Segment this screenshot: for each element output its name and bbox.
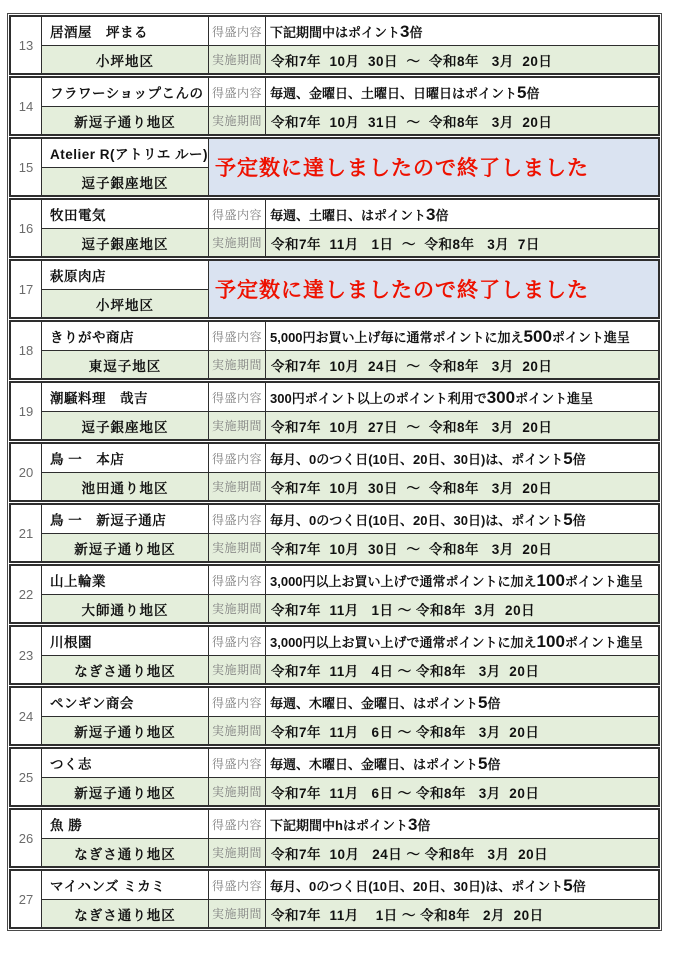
- shop-entry: [9, 686, 660, 746]
- label-content: 得盛内容: [208, 78, 265, 106]
- label-period: 実施期間: [208, 899, 265, 927]
- entry-body: [42, 200, 658, 256]
- campaign-content: 5,000円お買い上げ毎に通常ポイントに加え 500 ポイント進呈: [265, 322, 658, 350]
- entry-number: 19: [11, 383, 42, 439]
- campaign-period: 令和7年 10月 30日 ～ 令和8年 3月 20日: [265, 533, 658, 561]
- label-period: 実施期間: [208, 533, 265, 561]
- entry-number: 20: [11, 444, 42, 500]
- shop-entry: [9, 381, 660, 441]
- label-period: 実施期間: [208, 472, 265, 500]
- terminated-notice: 予定数に達しましたので終了しました: [208, 139, 658, 195]
- entry-body: [42, 627, 658, 683]
- label-content: 得盛内容: [208, 749, 265, 777]
- campaign-period: 令和7年 10月 27日 ～ 令和8年 3月 20日: [265, 411, 658, 439]
- district-name: 新逗子通り地区: [42, 533, 208, 561]
- label-period: 実施期間: [208, 655, 265, 683]
- district-name: 逗子銀座地区: [42, 411, 208, 439]
- campaign-content: 下記期間中はポイント 3 倍: [265, 17, 658, 45]
- entry-body: [42, 688, 658, 744]
- shop-entry: [9, 76, 660, 136]
- terminated-notice: 予定数に達しましたので終了しました: [208, 261, 658, 317]
- entry-number: 16: [11, 200, 42, 256]
- shops-table: [7, 13, 662, 931]
- label-period: 実施期間: [208, 716, 265, 744]
- entry-number: 26: [11, 810, 42, 866]
- campaign-content: 毎月、0のつく日(10日、20日、30日)は、ポイント 5 倍: [265, 505, 658, 533]
- campaign-content: 3,000円以上お買い上げで通常ポイントに加え 100 ポイント進呈: [265, 566, 658, 594]
- entry-body: [42, 322, 658, 378]
- label-period: 実施期間: [208, 838, 265, 866]
- campaign-content: 毎週、木曜日、金曜日、はポイント 5 倍: [265, 749, 658, 777]
- district-name: なぎさ通り地区: [42, 838, 208, 866]
- entry-body: [42, 810, 658, 866]
- entry-number: 15: [11, 139, 42, 195]
- label-period: 実施期間: [208, 106, 265, 134]
- campaign-content: 毎週、木曜日、金曜日、はポイント 5 倍: [265, 688, 658, 716]
- shop-entry: [9, 808, 660, 868]
- campaign-period: 令和7年 11月 6日 ～ 令和8年 3月 20日: [265, 777, 658, 805]
- shop-entry: [9, 259, 660, 319]
- campaign-content: 下記期間中hはポイント 3 倍: [265, 810, 658, 838]
- label-content: 得盛内容: [208, 871, 265, 899]
- entry-body: [42, 383, 658, 439]
- entry-number: 21: [11, 505, 42, 561]
- campaign-content: 毎週、金曜日、土曜日、日曜日はポイント 5 倍: [265, 78, 658, 106]
- shop-entry: [9, 747, 660, 807]
- label-content: 得盛内容: [208, 505, 265, 533]
- shop-name: 牧田電気: [50, 208, 106, 223]
- shop-entry: [9, 503, 660, 563]
- shop-entry: [9, 442, 660, 502]
- district-name: 小坪地区: [42, 45, 208, 73]
- campaign-period: 令和7年 10月 24日 ～ 令和8年 3月 20日: [265, 350, 658, 378]
- campaign-period: 令和7年 11月 6日 ～ 令和8年 3月 20日: [265, 716, 658, 744]
- district-name: 池田通り地区: [42, 472, 208, 500]
- district-name: 新逗子通り地区: [42, 716, 208, 744]
- entry-number: 17: [11, 261, 42, 317]
- campaign-content: 300円ポイント以上のポイント利用で 300 ポイント進呈: [265, 383, 658, 411]
- entry-body: [42, 566, 658, 622]
- shop-name: つく志: [50, 757, 92, 772]
- label-content: 得盛内容: [208, 322, 265, 350]
- shop-name: 潮騒料理 哉吉: [50, 391, 148, 406]
- shop-name: Atelier R(アトリエ ルー): [50, 147, 208, 162]
- shop-name: 川根園: [50, 635, 92, 650]
- label-period: 実施期間: [208, 777, 265, 805]
- campaign-period: 令和7年 11月 1日 ～ 令和8年 3月 7日: [265, 228, 658, 256]
- label-content: 得盛内容: [208, 200, 265, 228]
- campaign-period: 令和7年 10月 24日 ～ 令和8年 3月 20日: [265, 838, 658, 866]
- label-content: 得盛内容: [208, 627, 265, 655]
- shop-entry: [9, 625, 660, 685]
- label-period: 実施期間: [208, 594, 265, 622]
- entry-body: [42, 749, 658, 805]
- shop-name: 山上輪業: [50, 574, 106, 589]
- entry-number: 24: [11, 688, 42, 744]
- campaign-period: 令和7年 11月 1日 ～ 令和8年 2月 20日: [265, 899, 658, 927]
- entry-number: 23: [11, 627, 42, 683]
- label-period: 実施期間: [208, 228, 265, 256]
- district-name: 逗子銀座地区: [42, 167, 208, 195]
- entry-number: 14: [11, 78, 42, 134]
- label-content: 得盛内容: [208, 17, 265, 45]
- district-name: なぎさ通り地区: [42, 899, 208, 927]
- label-content: 得盛内容: [208, 383, 265, 411]
- district-name: 大師通り地区: [42, 594, 208, 622]
- shop-entry: [9, 320, 660, 380]
- label-content: 得盛内容: [208, 444, 265, 472]
- entry-body: [42, 139, 658, 195]
- label-content: 得盛内容: [208, 566, 265, 594]
- campaign-period: 令和7年 11月 4日 ～ 令和8年 3月 20日: [265, 655, 658, 683]
- shop-name: 居酒屋 坪まる: [50, 25, 148, 40]
- district-name: 逗子銀座地区: [42, 228, 208, 256]
- campaign-content: 毎月、0のつく日(10日、20日、30日)は、ポイント 5 倍: [265, 871, 658, 899]
- entry-number: 27: [11, 871, 42, 927]
- label-period: 実施期間: [208, 350, 265, 378]
- campaign-content: 毎月、0のつく日(10日、20日、30日)は、ポイント 5 倍: [265, 444, 658, 472]
- shop-name: 鳥 一 本店: [50, 452, 125, 467]
- campaign-period: 令和7年 10月 30日 ～ 令和8年 3月 20日: [265, 45, 658, 73]
- campaign-period: 令和7年 10月 31日 ～ 令和8年 3月 20日: [265, 106, 658, 134]
- shop-name: 萩原肉店: [50, 269, 106, 284]
- shop-name: マイハンズ ミカミ: [50, 879, 166, 894]
- campaign-period: 令和7年 10月 30日 ～ 令和8年 3月 20日: [265, 472, 658, 500]
- label-content: 得盛内容: [208, 810, 265, 838]
- label-content: 得盛内容: [208, 688, 265, 716]
- entry-body: [42, 871, 658, 927]
- label-period: 実施期間: [208, 45, 265, 73]
- shop-name: きりがや商店: [50, 330, 134, 345]
- shop-name: 魚 勝: [50, 818, 83, 833]
- district-name: 小坪地区: [42, 289, 208, 317]
- label-period: 実施期間: [208, 411, 265, 439]
- entry-number: 22: [11, 566, 42, 622]
- shop-entry: [9, 137, 660, 197]
- district-name: なぎさ通り地区: [42, 655, 208, 683]
- entry-body: [42, 505, 658, 561]
- entry-number: 25: [11, 749, 42, 805]
- entry-body: [42, 261, 658, 317]
- entry-number: 13: [11, 17, 42, 73]
- district-name: 新逗子通り地区: [42, 777, 208, 805]
- entry-number: 18: [11, 322, 42, 378]
- entry-body: [42, 17, 658, 73]
- entry-body: [42, 78, 658, 134]
- shop-name: 鳥 一 新逗子通店: [50, 513, 167, 528]
- shop-entry: [9, 15, 660, 75]
- campaign-period: 令和7年 11月 1日 ～ 令和8年 3月 20日: [265, 594, 658, 622]
- district-name: 新逗子通り地区: [42, 106, 208, 134]
- district-name: 東逗子地区: [42, 350, 208, 378]
- shop-name: フラワーショップこんの: [50, 86, 204, 101]
- campaign-content: 3,000円以上お買い上げで通常ポイントに加え 100 ポイント進呈: [265, 627, 658, 655]
- shop-entry: [9, 564, 660, 624]
- campaign-content: 毎週、土曜日、はポイント 3 倍: [265, 200, 658, 228]
- shop-entry: [9, 198, 660, 258]
- shop-entry: [9, 869, 660, 929]
- shop-name: ペンギン商会: [50, 696, 134, 711]
- entry-body: [42, 444, 658, 500]
